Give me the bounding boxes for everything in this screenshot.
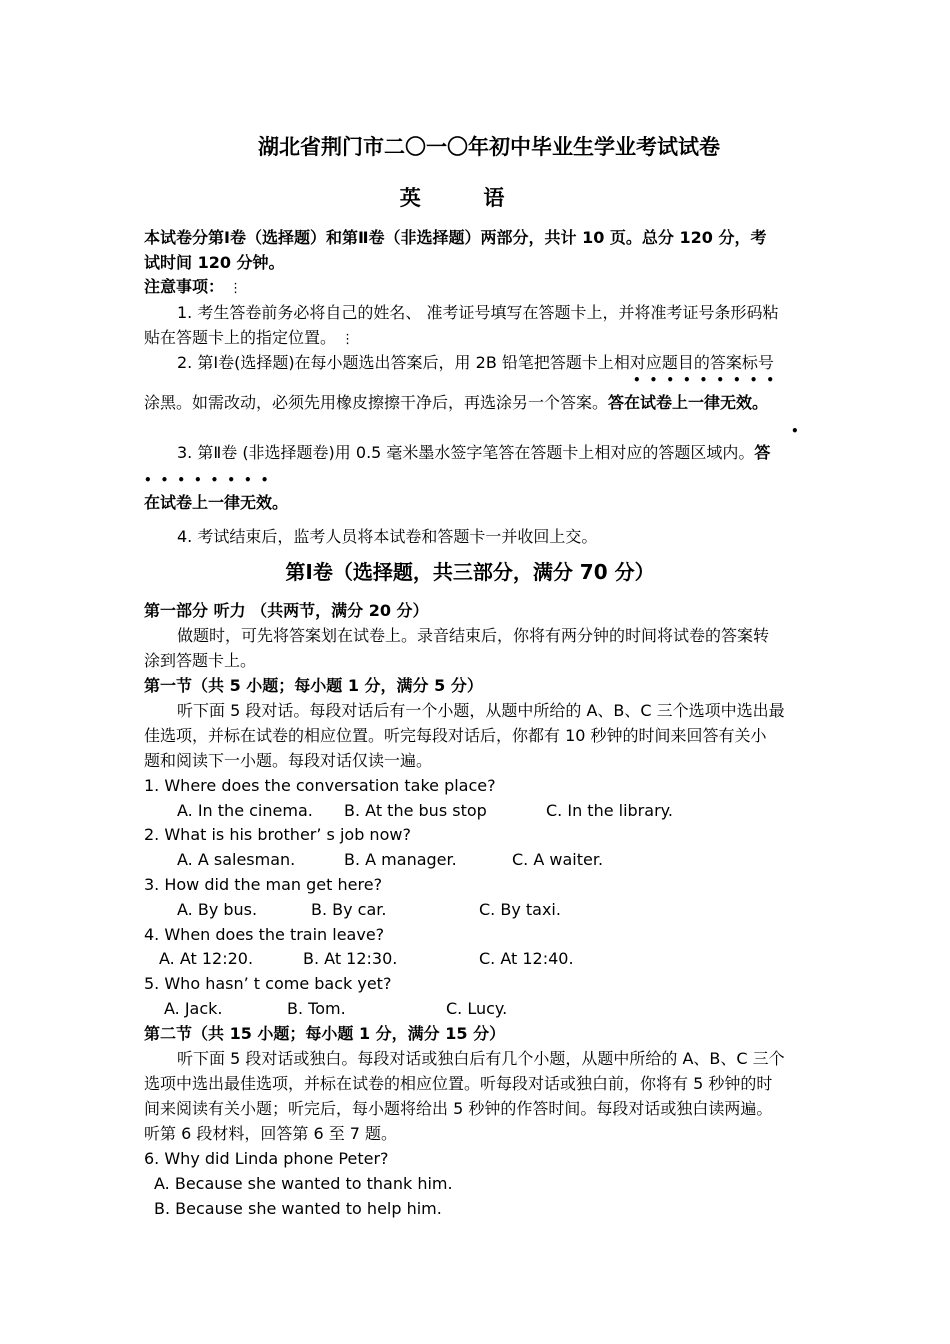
section-1-title: 第Ⅰ卷（选择题，共三部分，满分 70 分） <box>285 560 655 584</box>
question-6-option-a: A. Because she wanted to thank him. <box>154 1174 453 1193</box>
question-4-option-a: A. At 12:20. <box>159 949 254 968</box>
note-3-warning-start: 答 <box>754 443 771 462</box>
note-1-line-2-row <box>144 325 354 352</box>
question-1: 1. Where does the conversation take place? <box>144 776 496 795</box>
emphasis-dot-note-3: • <box>791 424 808 438</box>
subject-char-2: 语 <box>483 186 507 210</box>
notes-heading-mark: ⋮ <box>229 281 243 296</box>
note-3-line-1-row <box>177 440 770 465</box>
part-1-desc-1: 做题时，可先将答案划在试卷上。录音结束后，你将有两分钟的时间将试卷的答案转 <box>177 626 770 645</box>
note-3-line-1: 3. 第Ⅱ卷 (非选择题卷)用 0.5 毫米墨水签字笔答在答题卡上相对应的答题区域内。 <box>177 443 755 462</box>
question-1-option-a: A. In the cinema. <box>177 801 313 820</box>
intro-line-2: 试时间 120 分钟。 <box>144 253 285 272</box>
subject-char-1: 英 <box>399 186 423 210</box>
note-2-line-2: 涂黑。如需改动，必须先用橡皮擦擦干净后，再选涂另一个答案。 <box>144 393 609 412</box>
note-2-line-1: 2. 第Ⅰ卷(选择题)在每小题选出答案后，用 2B 铅笔把答题卡上相对应题目的答案标号 <box>177 353 774 372</box>
sec-1-desc-1: 听下面 5 段对话。每段对话后有一个小题，从题中所给的 A、B、C 三个选项中选出最 <box>177 701 785 720</box>
emphasis-dots-note-3: •••••••• <box>144 473 278 487</box>
note-3-warning-end: 在试卷上一律无效。 <box>144 493 289 512</box>
note-4: 4. 考试结束后，监考人员将本试卷和答题卡一并收回上交。 <box>177 527 598 546</box>
question-3-option-c: C. By taxi. <box>479 900 561 919</box>
question-1-option-b: B. At the bus stop <box>344 801 487 820</box>
subject-heading <box>0 186 906 211</box>
part-1-desc-2: 涂到答题卡上。 <box>144 651 257 670</box>
question-2-option-b: B. A manager. <box>344 850 457 869</box>
intro-line-1: 本试卷分第Ⅰ卷（选择题）和第Ⅱ卷（非选择题）两部分，共计 10 页。总分 120 分，考 <box>144 228 767 247</box>
sec-2-desc-3: 间来阅读有关小题；听完后，每小题将给出 5 秒钟的作答时间。每段对话或独白读两遍。 <box>144 1099 773 1118</box>
sec-1-desc-3: 题和阅读下一小题。每段对话仅读一遍。 <box>144 751 433 770</box>
question-6-option-b: B. Because she wanted to help him. <box>154 1199 442 1218</box>
part-1-heading: 第一部分 听力 （共两节，满分 20 分） <box>144 601 429 620</box>
note-2-warning: 答在试卷上一律无效。 <box>608 393 769 412</box>
emphasis-dots-note-2: ••••••••• <box>633 373 784 387</box>
question-2: 2. What is his brother’ s job now? <box>144 825 411 844</box>
note-1-line-2: 贴在答题卡上的指定位置。 <box>144 328 337 347</box>
sec-1-heading: 第一节（共 5 小题；每小题 1 分，满分 5 分） <box>144 676 483 695</box>
question-3-option-b: B. By car. <box>311 900 387 919</box>
question-2-option-c: C. A waiter. <box>512 850 604 869</box>
sec-2-desc-2: 选项中选出最佳选项，并标在试卷的相应位置。听每段对话或独白前，你将有 5 秒钟的时 <box>144 1074 773 1093</box>
note-1-mark: ⋮ <box>341 332 355 347</box>
question-5-option-a: A. Jack. <box>164 999 223 1018</box>
sec-2-heading: 第二节（共 15 小题；每小题 1 分，满分 15 分） <box>144 1024 506 1043</box>
note-2-line-2-row <box>144 390 768 415</box>
exam-title: 湖北省荆门市二〇一〇年初中毕业生学业考试试卷 <box>258 135 720 159</box>
question-4: 4. When does the train leave? <box>144 925 385 944</box>
question-2-option-a: A. A salesman. <box>177 850 296 869</box>
question-4-option-c: C. At 12:40. <box>479 949 574 968</box>
question-3-option-a: A. By bus. <box>177 900 258 919</box>
note-1-line-1: 1. 考生答卷前务必将自己的姓名、 准考证号填写在答题卡上，并将准考证号条形码粘 <box>177 303 779 322</box>
sec-1-desc-2: 佳选项，并标在试卷的相应位置。听完每段对话后，你都有 10 秒钟的时间来回答有关小 <box>144 726 767 745</box>
question-6: 6. Why did Linda phone Peter? <box>144 1149 389 1168</box>
notes-heading: 注意事项： <box>144 277 225 296</box>
question-3: 3. How did the man get here? <box>144 875 383 894</box>
notes-heading-row <box>144 274 242 301</box>
sec-2-desc-4: 听第 6 段材料，回答第 6 至 7 题。 <box>144 1124 398 1143</box>
question-5-option-c: C. Lucy. <box>446 999 508 1018</box>
question-4-option-b: B. At 12:30. <box>303 949 398 968</box>
sec-2-desc-1: 听下面 5 段对话或独白。每段对话或独白后有几个小题，从题中所给的 A、B、C 三个 <box>177 1049 785 1068</box>
question-1-option-c: C. In the library. <box>546 801 673 820</box>
question-5: 5. Who hasn’ t come back yet? <box>144 974 392 993</box>
question-5-option-b: B. Tom. <box>287 999 346 1018</box>
